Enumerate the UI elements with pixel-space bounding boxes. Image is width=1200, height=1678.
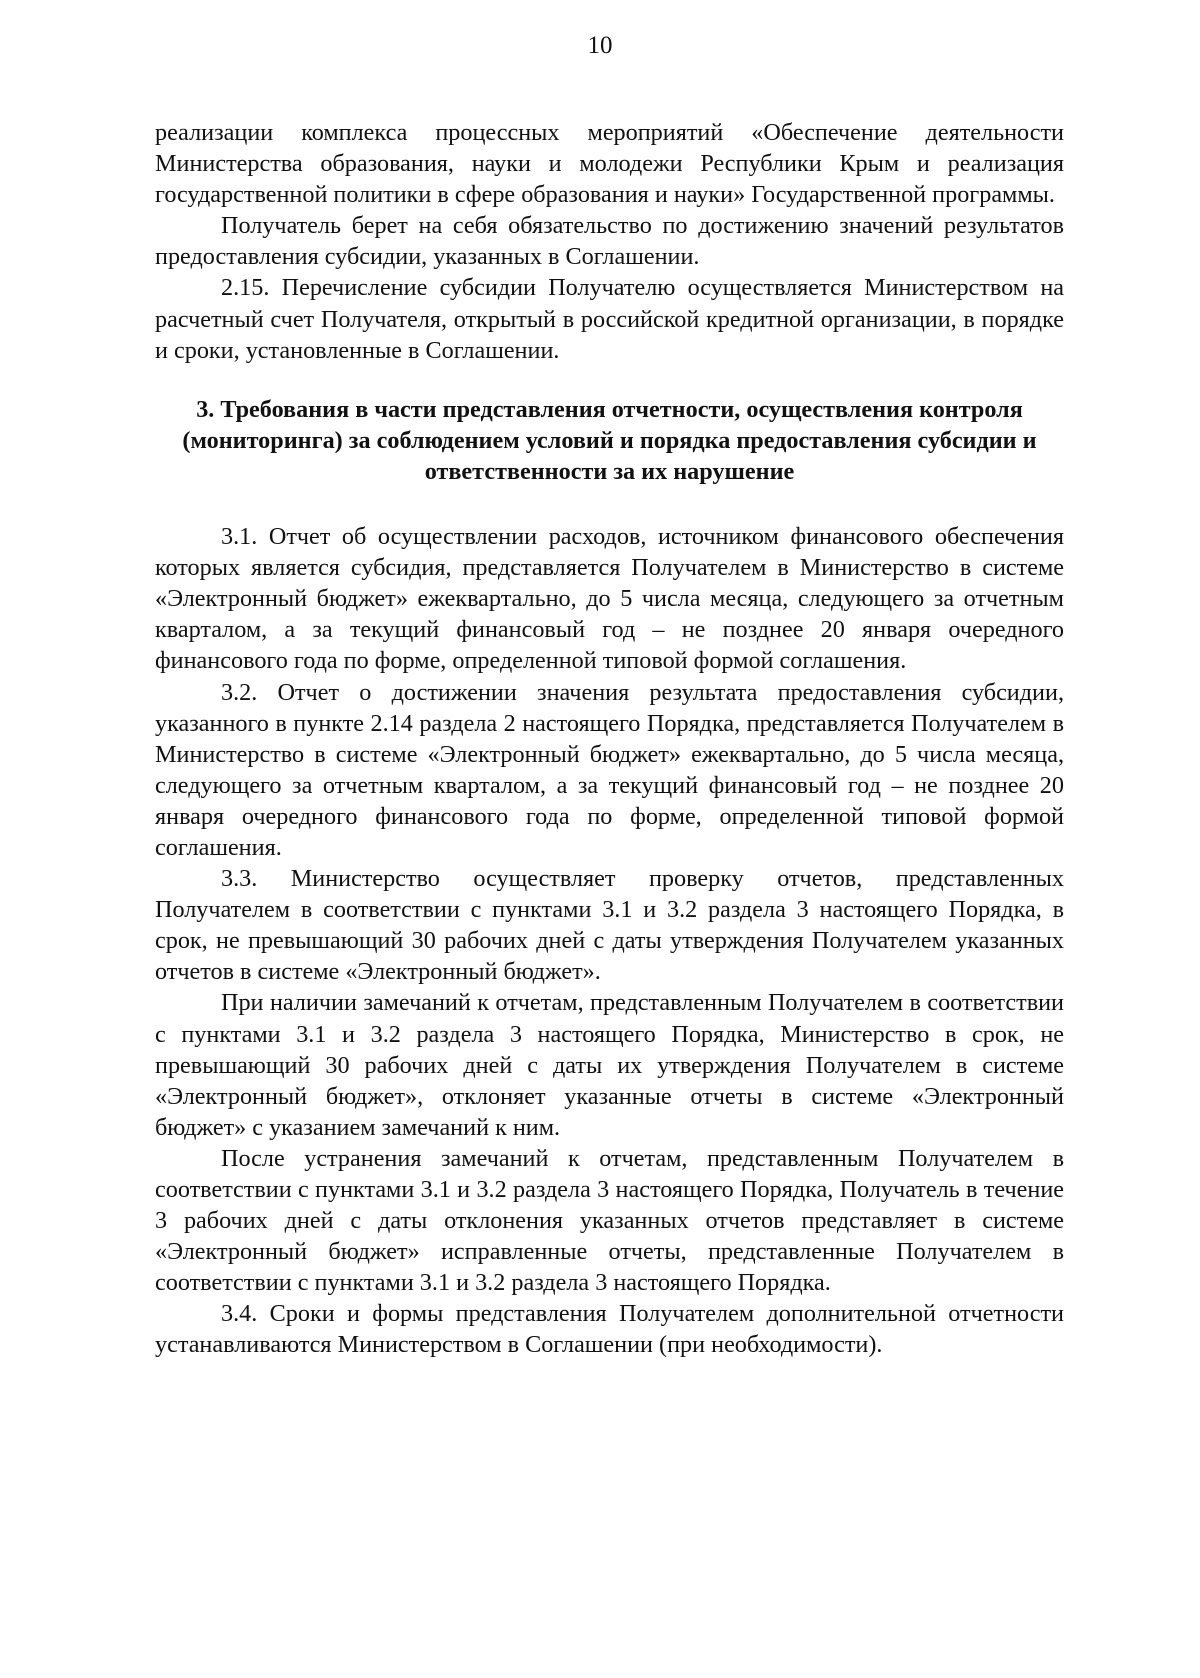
- paragraph-3-3: 3.3. Министерство осуществляет проверку отчетов, представленных Получателем в соответствии с пунктами 3.1 и 3.2 раздела 3 настоящего Порядка, в срок, не превышающий 30 рабочих дней с даты утверждения Получателем указанных отчетов в системе «Электронный бюджет».: [155, 865, 1064, 986]
- paragraph-3-2: 3.2. Отчет о достижении значения результата предоставления субсидии, указанного в пункте 2.14 раздела 2 настоящего Порядка, представляется Получателем в Министерство в системе «Электронный бюджет» ежеквартально, до 5 числа месяца, следующего за отчетным кварталом, а за текущий финансовый год – не позднее 20 января очередного финансового года по форме, определенной типовой формой соглашения.: [155, 678, 1064, 861]
- paragraph-corrections: После устранения замечаний к отчетам, представленным Получателем в соответствии с пунктами 3.1 и 3.2 раздела 3 настоящего Порядка, Получатель в течение 3 рабочих дней с даты отклонения указанных отчетов представляет в системе «Электронный бюджет» исправленные отчеты, представленные Получателем в соответствии с пунктами 3.1 и 3.2 раздела 3 настоящего Порядка.: [155, 1144, 1064, 1297]
- page-number: 10: [587, 32, 613, 59]
- paragraph-2-15: 2.15. Перечисление субсидии Получателю осуществляется Министерством на расчетный счет Получателя, открытый в российской кредитной организации, в порядке и сроки, установленные в Соглашении.: [155, 274, 1064, 364]
- paragraph-3-4: 3.4. Сроки и формы представления Получателем дополнительной отчетности устанавливаются Министерством в Соглашении (при необходимости).: [155, 1300, 1064, 1359]
- document-body: [155, 117, 1064, 1361]
- paragraph-obligation: Получатель берет на себя обязательство по достижению значений результатов предоставления субсидии, указанных в Соглашении.: [155, 212, 1064, 271]
- paragraph-continuation: реализации комплекса процессных мероприятий «Обеспечение деятельности Министерства образования, науки и молодежи Республики Крым и реализация государственной политики в сфере образования и науки» Государственной программы.: [155, 119, 1064, 209]
- paragraph-3-1: 3.1. Отчет об осуществлении расходов, источником финансового обеспечения которых является субсидия, представляется Получателем в Министерство в системе «Электронный бюджет» ежеквартально, до 5 числа месяца, следующего за отчетным кварталом, а за текущий финансовый год – не позднее 20 января очередного финансового года по форме, определенной типовой формой соглашения.: [155, 523, 1064, 675]
- paragraph-remarks: При наличии замечаний к отчетам, представленным Получателем в соответствии с пунктами 3.1 и 3.2 раздела 3 настоящего Порядка, Министерство в срок, не превышающий 30 рабочих дней с даты их утверждения Получателем в системе «Электронный бюджет», отклоняет указанные отчеты в системе «Электронный бюджет» с указанием замечаний к ним.: [155, 989, 1064, 1141]
- section-3-heading: 3. Требования в части представления отчетности, осуществления контроля (мониторинга) за соблюдением условий и порядка предоставления субсидии и ответственности за их нарушение: [182, 395, 1037, 485]
